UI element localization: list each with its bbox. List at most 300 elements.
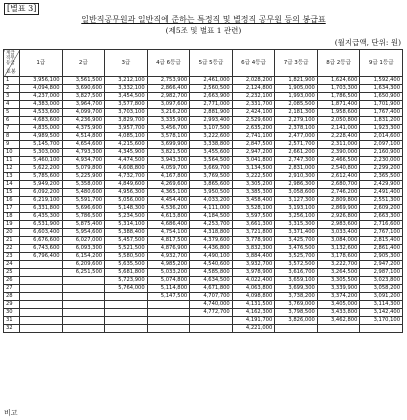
column-header: 5급 5등급 [190, 50, 233, 77]
salary-cell: 2,160,900 [360, 149, 403, 157]
salary-cell [147, 309, 190, 317]
salary-cell: 3,703,100 [105, 109, 148, 117]
salary-cell: 2,232,100 [232, 93, 275, 101]
salary-cell: 3,134,500 [232, 165, 275, 173]
salary-cell: 4,540,600 [190, 261, 233, 269]
salary-cell: 2,097,100 [360, 141, 403, 149]
salary-cell: 2,809,800 [317, 197, 360, 205]
salary-cell: 4,754,100 [147, 229, 190, 237]
salary-cell: 4,956,300 [105, 189, 148, 197]
appendix-tag: [별표 3] [4, 3, 39, 15]
salary-cell: 3,371,400 [275, 229, 318, 237]
salary-cell: 3,561,500 [62, 77, 105, 85]
salary-cell: 4,345,900 [105, 149, 148, 157]
document-title: 일반직공무원과 일반직에 준하는 특정직 및 별정직 공무원 등의 봉급표 [81, 15, 326, 24]
salary-cell [20, 277, 63, 285]
salary-cell: 5,303,000 [20, 149, 63, 157]
salary-cell: 2,993,400 [190, 117, 233, 125]
step-number-cell: 24 [4, 261, 20, 269]
salary-cell: 4,474,500 [105, 157, 148, 165]
salary-cell [105, 293, 148, 301]
step-number-cell: 4 [4, 101, 20, 109]
salary-cell: 2,663,900 [190, 93, 233, 101]
salary-cell: 2,987,100 [360, 269, 403, 277]
salary-cell: 3,978,900 [232, 269, 275, 277]
salary-cell: 1,993,000 [275, 93, 318, 101]
salary-cell: 4,379,600 [190, 237, 233, 245]
salary-cell: 2,905,300 [360, 253, 403, 261]
salary-cell: 3,374,200 [317, 293, 360, 301]
salary-cell: 3,332,100 [105, 85, 148, 93]
salary-cell [190, 317, 233, 325]
salary-cell: 1,592,400 [360, 77, 403, 85]
salary-cell: 1,786,500 [317, 93, 360, 101]
salary-cell: 1,650,900 [360, 93, 403, 101]
salary-cell: 2,279,100 [275, 117, 318, 125]
table-row [4, 309, 403, 317]
table-row [4, 165, 403, 173]
salary-cell: 3,385,300 [232, 189, 275, 197]
salary-cell: 4,934,700 [62, 157, 105, 165]
salary-cell: 1,821,900 [275, 77, 318, 85]
salary-cell [20, 301, 63, 309]
table-body [4, 77, 403, 333]
salary-cell: 4,683,600 [20, 117, 63, 125]
salary-cell [20, 293, 63, 301]
salary-cell [62, 301, 105, 309]
salary-cell: 3,597,500 [232, 213, 275, 221]
salary-cell: 5,056,000 [105, 197, 148, 205]
salary-cell: 2,663,300 [360, 213, 403, 221]
salary-cell: 2,331,700 [232, 101, 275, 109]
salary-cell: 3,827,500 [62, 93, 105, 101]
salary-cell [62, 317, 105, 325]
salary-cell: 2,881,900 [190, 109, 233, 117]
step-number-cell: 17 [4, 205, 20, 213]
step-number-cell: 19 [4, 221, 20, 229]
salary-cell: 4,454,400 [147, 197, 190, 205]
step-number-cell: 28 [4, 293, 20, 301]
salary-cell: 5,764,000 [105, 285, 148, 293]
salary-cell: 1,871,400 [317, 101, 360, 109]
salary-cell: 3,528,100 [232, 205, 275, 213]
salary-cell: 4,585,800 [190, 269, 233, 277]
salary-cell: 4,536,200 [147, 205, 190, 213]
salary-cell [190, 325, 233, 333]
salary-cell: 3,832,300 [232, 245, 275, 253]
salary-cell: 2,141,000 [317, 125, 360, 133]
table-row [4, 325, 403, 333]
salary-cell: 3,699,900 [147, 141, 190, 149]
salary-cell: 5,147,500 [147, 293, 190, 301]
salary-cell [105, 309, 148, 317]
salary-cell: 6,027,000 [62, 237, 105, 245]
step-number-cell: 8 [4, 133, 20, 141]
salary-cell: 5,114,800 [147, 285, 190, 293]
salary-cell: 3,525,700 [275, 253, 318, 261]
table-row [4, 197, 403, 205]
table-row [4, 125, 403, 133]
salary-cell [360, 325, 403, 333]
table-row [4, 285, 403, 293]
salary-cell: 1,831,200 [360, 117, 403, 125]
salary-cell: 4,375,900 [62, 125, 105, 133]
salary-cell: 2,926,800 [317, 213, 360, 221]
salary-cell: 2,390,000 [317, 149, 360, 157]
salary-cell: 6,531,900 [20, 221, 63, 229]
salary-cell: 5,314,100 [105, 221, 148, 229]
step-number-cell: 32 [4, 325, 20, 333]
salary-cell: 4,835,000 [20, 125, 63, 133]
salary-cell: 1,634,300 [360, 85, 403, 93]
salary-cell: 2,529,600 [232, 117, 275, 125]
salary-cell: 3,212,100 [105, 77, 148, 85]
salary-cell: 2,947,200 [360, 261, 403, 269]
step-number-cell: 12 [4, 165, 20, 173]
salary-cell: 3,425,700 [275, 237, 318, 245]
salary-cell: 3,738,200 [275, 293, 318, 301]
salary-cell: 3,932,700 [232, 261, 275, 269]
table-row [4, 101, 403, 109]
salary-cell: 3,826,000 [275, 317, 318, 325]
salary-cell: 3,107,500 [190, 125, 233, 133]
salary-cell: 3,956,100 [20, 77, 63, 85]
step-number-cell: 11 [4, 157, 20, 165]
salary-cell: 4,184,500 [190, 213, 233, 221]
table-row [4, 181, 403, 189]
salary-cell: 3,798,500 [275, 309, 318, 317]
salary-cell: 5,591,700 [62, 197, 105, 205]
salary-cell: 5,358,000 [62, 181, 105, 189]
salary-cell: 4,533,600 [20, 109, 63, 117]
salary-cell: 3,454,500 [105, 93, 148, 101]
table-row [4, 77, 403, 85]
salary-cell: 4,654,600 [62, 141, 105, 149]
salary-cell: 2,815,400 [360, 237, 403, 245]
salary-cell: 6,093,300 [62, 245, 105, 253]
table-row [4, 93, 403, 101]
salary-cell: 2,429,900 [360, 181, 403, 189]
salary-cell [20, 269, 63, 277]
salary-cell: 4,849,600 [105, 181, 148, 189]
salary-cell: 5,145,700 [20, 141, 63, 149]
table-header-row [4, 50, 403, 77]
salary-cell: 6,154,200 [62, 253, 105, 261]
salary-cell: 4,162,300 [232, 309, 275, 317]
table-row [4, 117, 403, 125]
step-number-cell: 7 [4, 125, 20, 133]
salary-cell: 2,540,800 [317, 165, 360, 173]
salary-cell: 5,949,200 [20, 181, 63, 189]
salary-cell: 2,947,200 [232, 149, 275, 157]
salary-cell: 4,098,800 [232, 293, 275, 301]
salary-cell: 4,269,600 [147, 181, 190, 189]
salary-cell: 3,578,100 [147, 133, 190, 141]
salary-cell: 2,461,000 [190, 77, 233, 85]
salary-cell [105, 325, 148, 333]
salary-cell: 2,847,500 [232, 141, 275, 149]
salary-cell: 4,876,900 [147, 245, 190, 253]
salary-cell: 2,746,200 [317, 189, 360, 197]
table-row [4, 261, 403, 269]
salary-cell: 4,383,000 [20, 101, 63, 109]
table-row [4, 293, 403, 301]
salary-cell: 3,256,100 [275, 213, 318, 221]
salary-cell: 3,041,800 [232, 157, 275, 165]
salary-cell: 2,831,000 [275, 165, 318, 173]
step-number-cell: 22 [4, 245, 20, 253]
step-number-cell: 6 [4, 117, 20, 125]
salary-cell: 4,608,800 [105, 165, 148, 173]
salary-cell: 6,676,600 [20, 237, 63, 245]
salary-cell: 4,707,700 [190, 293, 233, 301]
table-row [4, 253, 403, 261]
salary-cell: 2,571,700 [275, 141, 318, 149]
salary-cell: 4,793,300 [62, 149, 105, 157]
salary-cell: 5,457,500 [105, 237, 148, 245]
salary-cell: 6,092,200 [20, 189, 63, 197]
salary-cell: 3,721,800 [232, 229, 275, 237]
salary-cell: 3,170,100 [360, 317, 403, 325]
salary-cell [147, 317, 190, 325]
salary-cell: 1,703,300 [317, 85, 360, 93]
salary-cell: 4,514,800 [62, 133, 105, 141]
salary-cell [62, 325, 105, 333]
salary-cell: 2,230,000 [360, 157, 403, 165]
salary-cell: 3,778,900 [232, 237, 275, 245]
salary-cell: 2,609,200 [360, 205, 403, 213]
salary-cell: 5,079,800 [62, 165, 105, 173]
salary-cell: 3,305,500 [317, 277, 360, 285]
salary-cell: 3,405,000 [317, 301, 360, 309]
salary-cell: 5,033,200 [147, 269, 190, 277]
salary-cell: 3,335,900 [147, 117, 190, 125]
salary-cell: 5,225,900 [62, 173, 105, 181]
salary-cell: 5,460,100 [20, 157, 63, 165]
salary-cell: 2,491,400 [360, 189, 403, 197]
salary-cell: 3,669,700 [190, 165, 233, 173]
table-row [4, 277, 403, 285]
salary-cell: 3,821,500 [147, 149, 190, 157]
salary-cell: 4,063,800 [232, 285, 275, 293]
step-number-cell: 31 [4, 317, 20, 325]
step-number-cell: 18 [4, 213, 20, 221]
column-header: 8급 2등급 [317, 50, 360, 77]
salary-cell: 2,560,500 [190, 85, 233, 93]
salary-cell: 4,237,000 [20, 93, 63, 101]
salary-cell: 3,577,800 [105, 101, 148, 109]
salary-cell: 4,740,000 [190, 301, 233, 309]
salary-cell: 2,983,600 [317, 221, 360, 229]
salary-cell: 3,769,000 [275, 301, 318, 309]
salary-cell: 4,085,100 [105, 133, 148, 141]
unit-label: (월지급액, 단위: 원) [334, 38, 401, 47]
salary-cell: 2,680,700 [317, 181, 360, 189]
table-row [4, 133, 403, 141]
salary-cell: 3,572,500 [275, 261, 318, 269]
salary-cell: 2,050,800 [317, 117, 360, 125]
salary-cell: 3,058,600 [275, 189, 318, 197]
table-row [4, 229, 403, 237]
salary-cell [317, 325, 360, 333]
salary-cell: 2,551,300 [360, 197, 403, 205]
salary-cell: 4,634,500 [190, 277, 233, 285]
salary-cell: 4,613,800 [147, 213, 190, 221]
salary-cell: 6,219,100 [20, 197, 63, 205]
salary-cell: 3,132,600 [317, 245, 360, 253]
salary-cell: 3,114,300 [360, 301, 403, 309]
corner-step-label: 호봉 [6, 69, 16, 75]
salary-cell: 2,311,000 [317, 141, 360, 149]
salary-cell: 3,884,400 [232, 253, 275, 261]
salary-cell: 3,033,400 [317, 229, 360, 237]
salary-cell [105, 301, 148, 309]
salary-cell: 3,338,800 [190, 141, 233, 149]
salary-cell: 5,875,400 [62, 221, 105, 229]
step-number-cell: 1 [4, 77, 20, 85]
salary-cell [147, 301, 190, 309]
salary-cell: 5,954,600 [62, 229, 105, 237]
step-number-cell: 2 [4, 85, 20, 93]
salary-cell: 2,085,500 [275, 101, 318, 109]
salary-cell: 6,209,600 [62, 261, 105, 269]
salary-cell: 2,124,800 [232, 85, 275, 93]
salary-cell [20, 317, 63, 325]
salary-cell: 2,661,200 [275, 149, 318, 157]
salary-cell: 2,741,100 [232, 133, 275, 141]
salary-cell: 6,251,500 [62, 269, 105, 277]
salary-cell: 3,699,300 [275, 285, 318, 293]
salary-cell: 4,059,700 [147, 165, 190, 173]
salary-cell: 5,681,800 [105, 269, 148, 277]
step-number-cell: 15 [4, 189, 20, 197]
salary-cell: 2,635,200 [232, 125, 275, 133]
salary-cell: 4,365,100 [147, 189, 190, 197]
salary-cell: 2,612,400 [317, 173, 360, 181]
salary-cell: 2,228,400 [317, 133, 360, 141]
table-row [4, 149, 403, 157]
salary-cell: 4,236,900 [62, 117, 105, 125]
salary-cell: 2,014,600 [360, 133, 403, 141]
salary-cell: 4,490,100 [190, 253, 233, 261]
document-subtitle: (제5조 및 별표 1 관련) [165, 26, 242, 35]
table-row [4, 173, 403, 181]
step-number-cell: 10 [4, 149, 20, 157]
salary-cell: 6,603,400 [20, 229, 63, 237]
salary-cell: 3,659,100 [275, 277, 318, 285]
salary-cell: 1,701,900 [360, 101, 403, 109]
salary-cell: 3,339,900 [317, 285, 360, 293]
salary-cell: 5,635,500 [105, 261, 148, 269]
salary-cell [147, 325, 190, 333]
step-number-cell: 29 [4, 301, 20, 309]
table-row [4, 109, 403, 117]
salary-cell: 4,932,700 [147, 253, 190, 261]
table-row [4, 245, 403, 253]
salary-cell: 1,905,000 [275, 85, 318, 93]
column-header: 3급 [105, 50, 148, 77]
table-row [4, 189, 403, 197]
salary-cell: 2,869,900 [317, 205, 360, 213]
salary-cell: 2,028,200 [232, 77, 275, 85]
salary-cell: 4,253,700 [190, 221, 233, 229]
salary-cell: 4,022,400 [232, 277, 275, 285]
salary-cell: 3,097,600 [147, 101, 190, 109]
salary-cell: 6,743,600 [20, 245, 63, 253]
salary-cell: 3,023,800 [360, 277, 403, 285]
step-number-cell: 9 [4, 141, 20, 149]
salary-cell: 6,331,800 [20, 205, 63, 213]
table-row [4, 213, 403, 221]
table-row [4, 301, 403, 309]
step-number-cell: 21 [4, 237, 20, 245]
salary-cell: 3,127,300 [275, 197, 318, 205]
step-number-cell: 25 [4, 269, 20, 277]
salary-cell: 3,058,200 [360, 285, 403, 293]
salary-cell: 3,142,400 [360, 309, 403, 317]
salary-cell: 3,222,600 [190, 133, 233, 141]
salary-cell: 4,817,500 [147, 237, 190, 245]
step-number-cell: 23 [4, 253, 20, 261]
salary-cell: 4,167,800 [147, 173, 190, 181]
salary-cell: 2,716,600 [360, 221, 403, 229]
salary-cell: 3,950,500 [190, 189, 233, 197]
salary-cell: 5,785,600 [20, 173, 63, 181]
salary-cell: 3,476,500 [275, 245, 318, 253]
salary-cell: 2,181,300 [275, 109, 318, 117]
salary-cell: 3,564,500 [190, 157, 233, 165]
column-header: 2급 [62, 50, 105, 77]
salary-cell: 3,865,600 [190, 181, 233, 189]
salary-cell [20, 261, 63, 269]
corner-grade-label: 계급 직무등급 [6, 51, 15, 66]
note-label: 비고 [4, 409, 18, 417]
salary-cell: 4,215,600 [105, 141, 148, 149]
step-number-cell: 13 [4, 173, 20, 181]
salary-cell: 3,957,700 [105, 125, 148, 133]
salary-cell: 2,771,000 [190, 101, 233, 109]
salary-cell: 3,616,700 [275, 269, 318, 277]
salary-cell: 5,234,500 [105, 213, 148, 221]
column-header: 4급 6등급 [147, 50, 190, 77]
salary-cell: 3,943,300 [147, 157, 190, 165]
salary-cell: 4,985,200 [147, 261, 190, 269]
salary-cell: 2,747,300 [275, 157, 318, 165]
salary-cell: 4,989,500 [20, 133, 63, 141]
table-row [4, 317, 403, 325]
salary-cell: 4,094,800 [20, 85, 63, 93]
step-number-cell: 20 [4, 229, 20, 237]
salary-cell: 5,521,500 [105, 245, 148, 253]
salary-cell: 1,958,600 [317, 109, 360, 117]
salary-cell: 4,111,000 [190, 205, 233, 213]
salary-cell: 5,388,400 [105, 229, 148, 237]
table-corner-cell [4, 50, 20, 77]
salary-cell: 2,753,900 [147, 77, 190, 85]
salary-cell: 3,264,500 [317, 269, 360, 277]
salary-cell: 3,462,800 [317, 317, 360, 325]
salary-cell: 4,732,700 [105, 173, 148, 181]
salary-cell: 3,456,700 [147, 125, 190, 133]
table-row [4, 85, 403, 93]
table-row [4, 269, 403, 277]
salary-cell: 4,131,500 [232, 301, 275, 309]
salary-cell: 2,986,300 [275, 181, 318, 189]
table-row [4, 221, 403, 229]
salary-cell: 2,466,500 [317, 157, 360, 165]
salary-cell: 5,786,500 [62, 213, 105, 221]
salary-cell: 2,477,000 [275, 133, 318, 141]
